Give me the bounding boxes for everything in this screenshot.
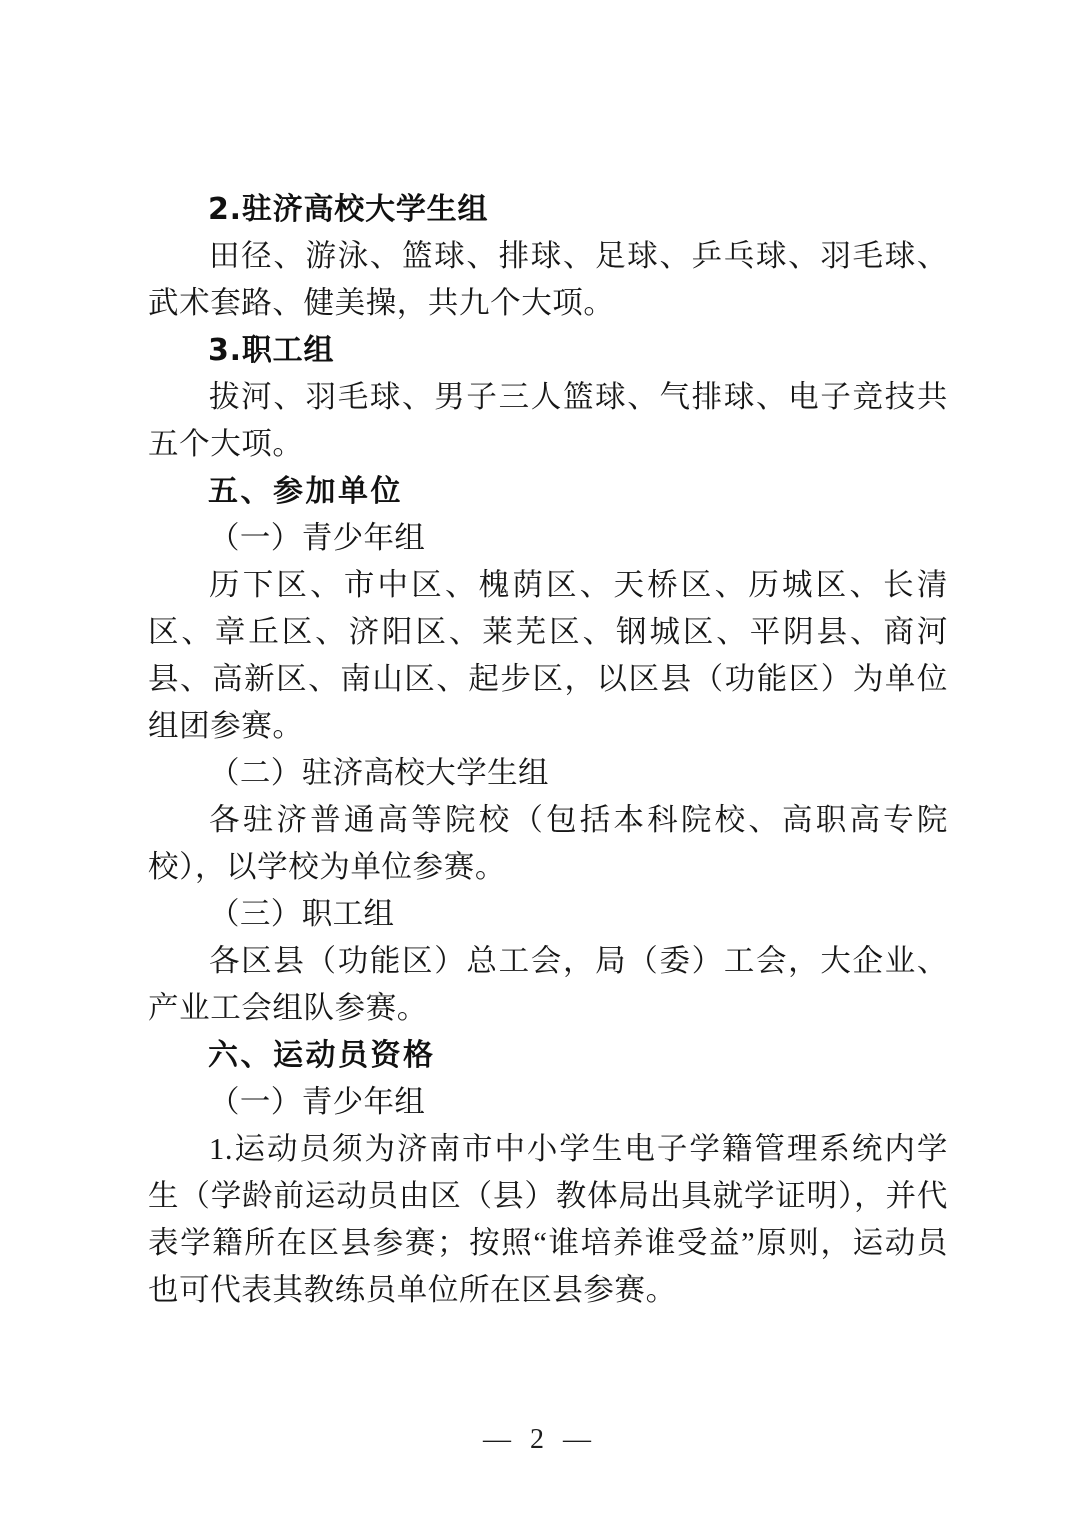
paragraph-five-university-units: 各驻济普通高等院校（包括本科院校、高职高专院校），以学校为单位参赛。 [148, 803, 948, 884]
sublabel-five-youth-group: （一）青少年组 [209, 521, 426, 555]
paragraph-staff-events: 拔河、羽毛球、男子三人篮球、气排球、电子竞技共五个大项。 [148, 380, 948, 461]
heading-university-group: 2.驻济高校大学生组 [208, 192, 489, 227]
page-number: — 2 — [483, 1424, 597, 1455]
sublabel-six-youth-group: （一）青少年组 [209, 1085, 426, 1119]
paragraph-five-youth-districts: 历下区、市中区、槐荫区、天桥区、历城区、长清区、章丘区、济阳区、莱芜区、钢城区、平阴县、商河县、高新区、南山区、起步区，以区县（功能区）为单位组团参赛。 [148, 568, 948, 743]
paragraph-university-events: 田径、游泳、篮球、排球、足球、乒乓球、羽毛球、武术套路、健美操，共九个大项。 [148, 239, 948, 320]
heading-section-six: 六、运动员资格 [208, 1038, 436, 1073]
sublabel-five-staff-group: （三）职工组 [209, 897, 395, 931]
heading-section-five: 五、参加单位 [208, 474, 403, 509]
paragraph-six-youth-eligibility: 1.运动员须为济南市中小学生电子学籍管理系统内学生（学龄前运动员由区（县）教体局出具就学证明），并代表学籍所在区县参赛；按照“谁培养谁受益”原则，运动员也可代表其教练员单位所在区县参赛。 [148, 1132, 948, 1307]
heading-staff-group: 3.职工组 [208, 333, 335, 368]
paragraph-five-staff-units: 各区县（功能区）总工会，局（委）工会，大企业、产业工会组队参赛。 [148, 944, 948, 1025]
sublabel-five-university-group: （二）驻济高校大学生组 [209, 756, 549, 790]
page-body [148, 186, 948, 1314]
page-footer [0, 1424, 1080, 1456]
